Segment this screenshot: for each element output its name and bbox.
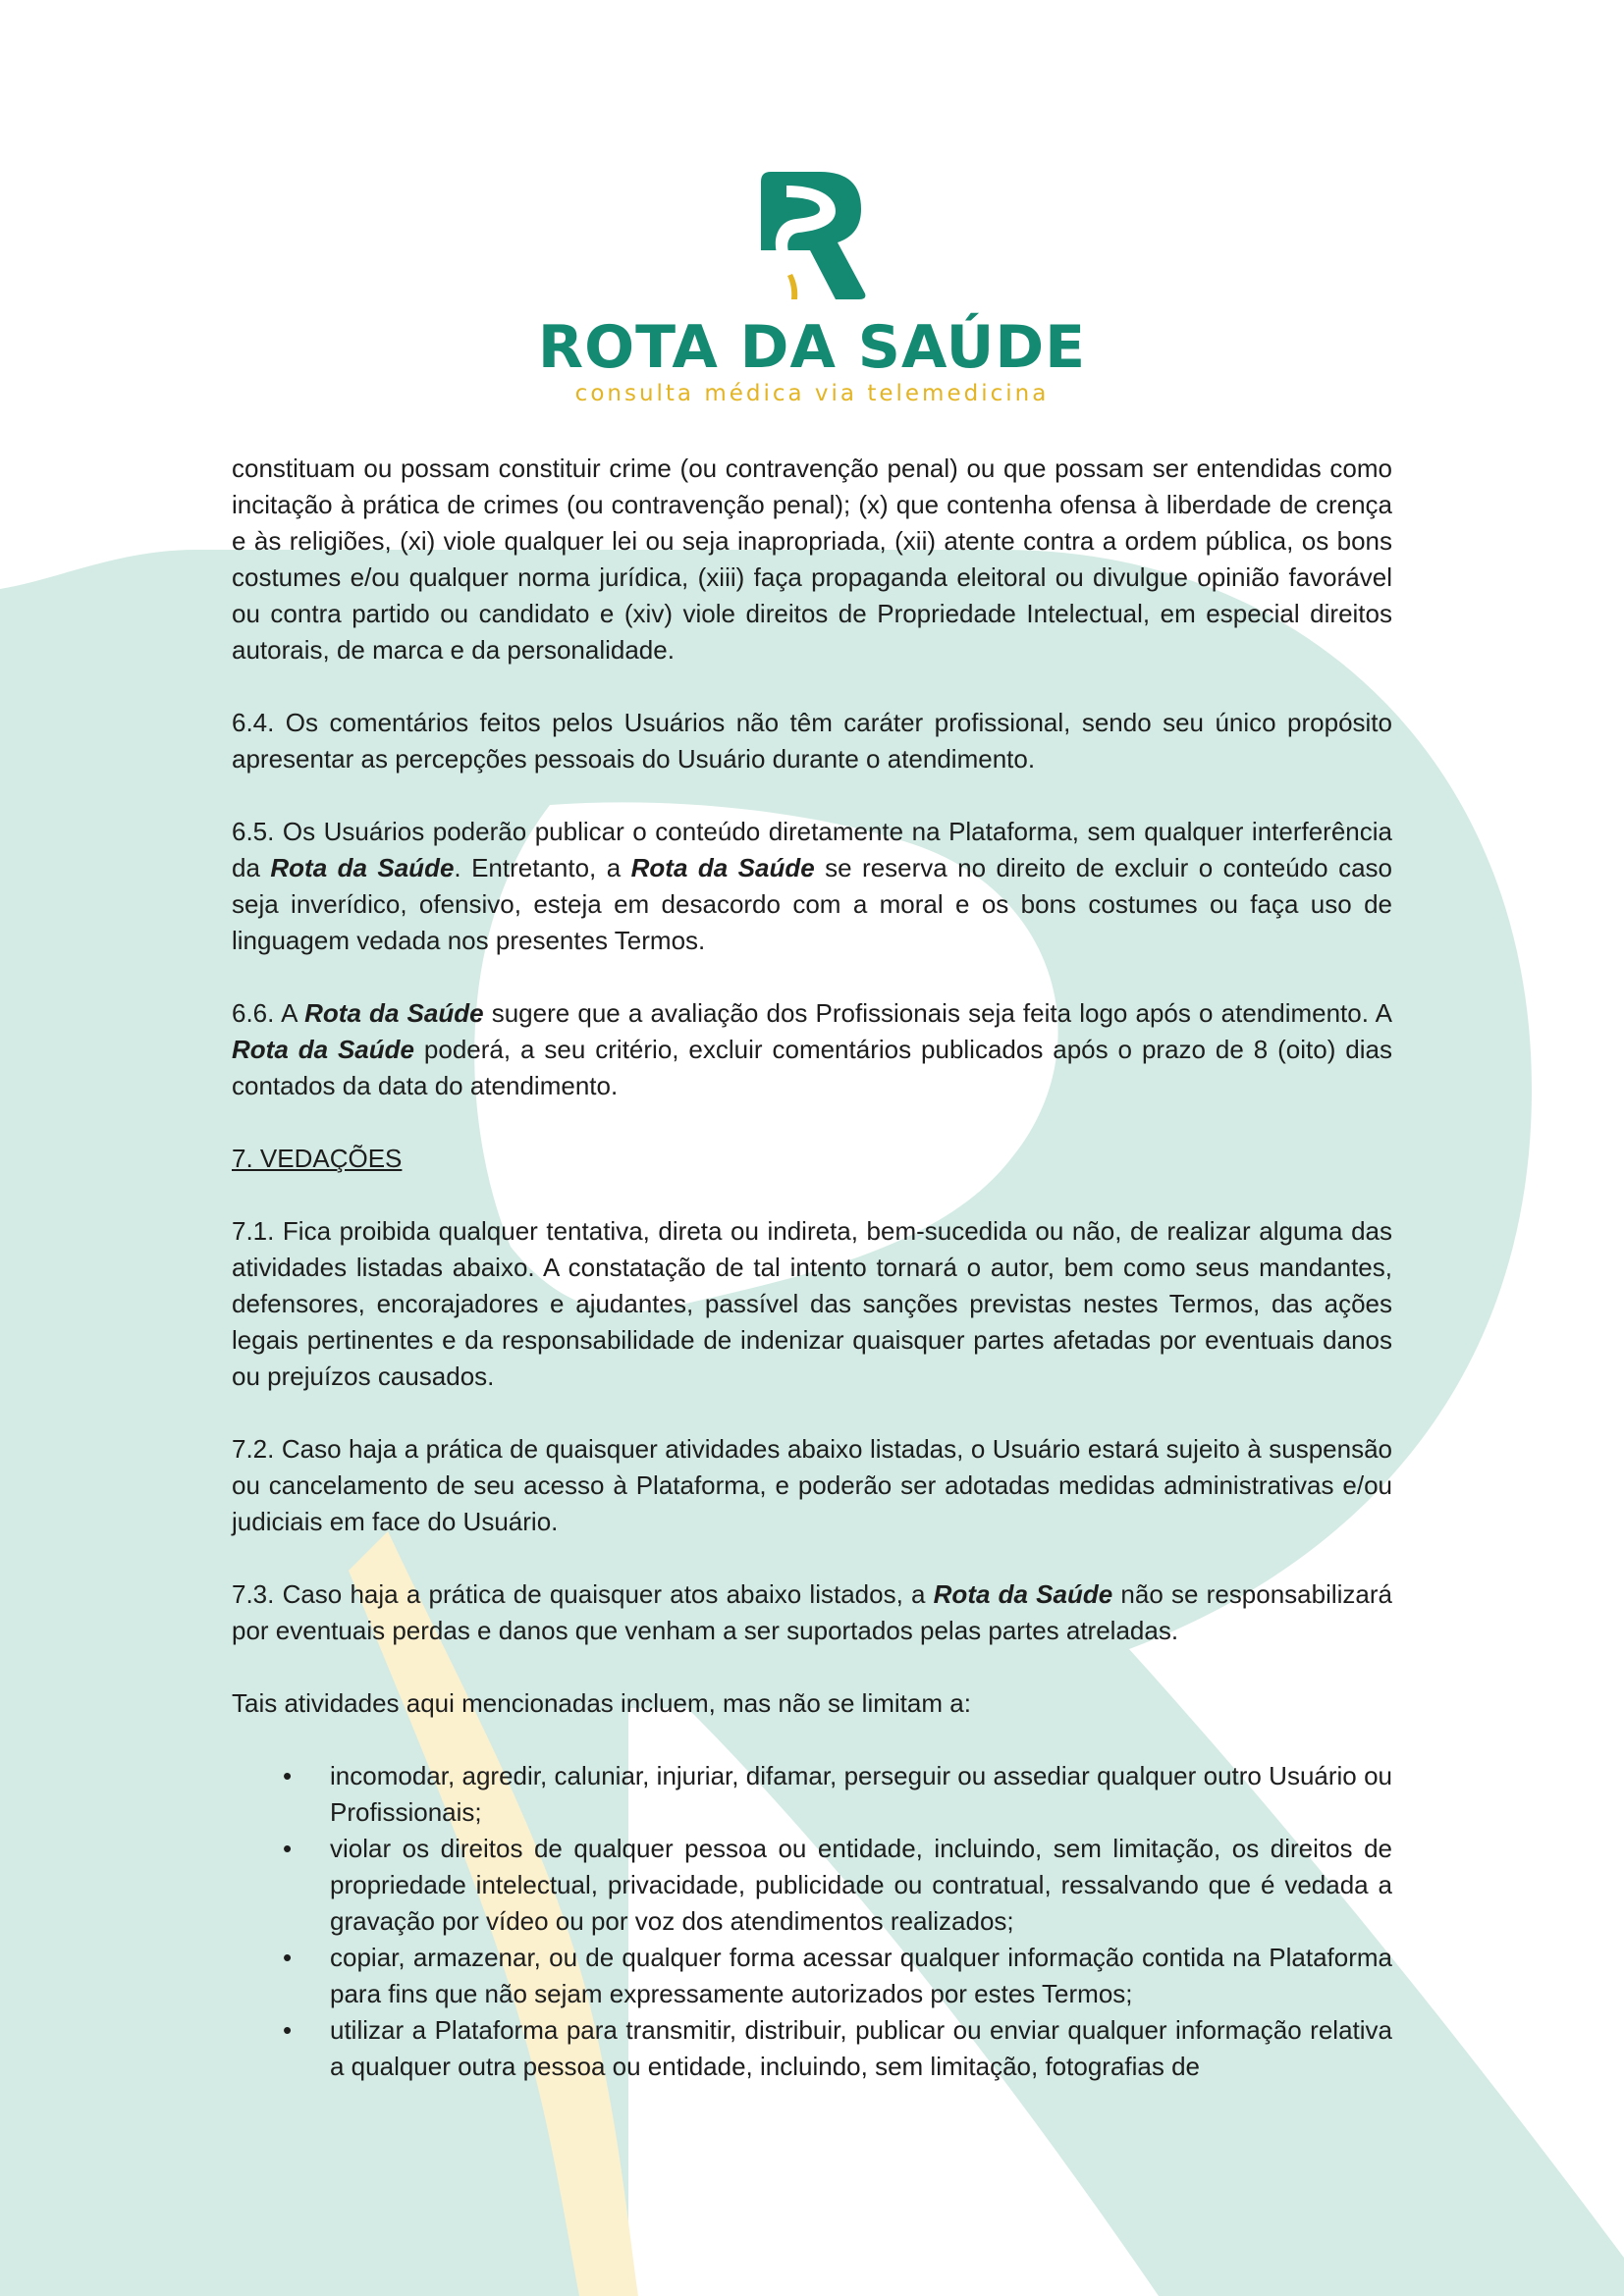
list-item <box>232 1831 1392 1940</box>
brand-mention: Rota da Saúde <box>232 1035 414 1064</box>
paragraph-7-3-text: 7.3. Caso haja a prática de quaisquer atos abaixo listados, a <box>232 1579 934 1609</box>
list-item <box>232 1758 1392 1831</box>
list-item-text: incomodar, agredir, caluniar, injuriar, difamar, perseguir ou assediar qualquer outro Usuário ou Profissionais; <box>330 1761 1392 1827</box>
logo-tagline: consulta médica via telemedicina <box>574 381 1050 406</box>
document-body <box>232 451 1392 2085</box>
paragraph-6-6-text: sugere que a avaliação dos Profissionais seja feita logo após o atendimento. A <box>483 998 1393 1028</box>
list-item-text: utilizar a Plataforma para transmitir, distribuir, publicar ou enviar qualquer informação relativa a qualquer outra pessoa ou entidade, incluindo, sem limitação, fotografias de <box>330 2015 1392 2081</box>
paragraph-7-1: 7.1. Fica proibida qualquer tentativa, direta ou indireta, bem-sucedida ou não, de realizar alguma das atividades listadas abaixo. A constatação de tal intento tornará o autor, bem como seus mandantes, defensores, encorajadores e ajudantes, passível das sanções previstas nestes Termos, das ações legais pertinentes e da responsabilidade de indenizar quaisquer partes afetadas por eventuais danos ou prejuízos causados. <box>232 1216 1392 1391</box>
paragraph-7-2: 7.2. Caso haja a prática de quaisquer atividades abaixo listadas, o Usuário estará sujeito à suspensão ou cancelamento de seu acesso à Plataforma, e poderão ser adotadas medidas administrativas e/ou judiciais em face do Usuário. <box>232 1434 1392 1536</box>
paragraph-intro: constituam ou possam constituir crime (ou contravenção penal) ou que possam ser entendidas como incitação à prática de crimes (ou contravenção penal); (x) que contenha ofensa à liberdade de crença e às religiões, (xi) viole qualquer lei ou seja inapropriada, (xii) atente contra a ordem pública, os bons costumes e/ou qualquer norma jurídica, (xiii) faça propaganda eleitoral ou divulgue opinião favorável ou contra partido ou candidato e (xiv) viole direitos de Propriedade Intelectual, em especial direitos autorais, de marca e da personalidade. <box>232 454 1392 665</box>
paragraph-list-intro: Tais atividades aqui mencionadas incluem, mas não se limitam a: <box>232 1688 971 1718</box>
brand-mention: Rota da Saúde <box>270 853 455 882</box>
bullet-icon: • <box>283 1834 293 1863</box>
prohibited-activities-list <box>232 1758 1392 2085</box>
paragraph-7-3-text: não se responsabilizará por eventuais perdas e danos que venham a ser suportados pelas partes atreladas. <box>232 1579 1392 1645</box>
list-item-text: copiar, armazenar, ou de qualquer forma acessar qualquer informação contida na Plataforma para fins que não sejam expressamente autorizados por estes Termos; <box>330 1943 1392 2008</box>
logo-r-road-icon <box>753 172 871 299</box>
logo-brand-name: ROTA DA SAÚDE <box>537 313 1087 382</box>
bullet-icon: • <box>283 1761 293 1790</box>
paragraph-6-5 <box>232 814 1392 959</box>
paragraph-6-5-text: . Entretanto, a <box>454 853 631 882</box>
paragraph-7-3 <box>232 1576 1392 1649</box>
list-item <box>232 1940 1392 2012</box>
brand-mention: Rota da Saúde <box>933 1579 1113 1609</box>
paragraph-6-5-text: 6.5. Os Usuários poderão publicar o conteúdo diretamente na Plataforma, sem qualquer interferência da <box>232 817 1392 882</box>
section-7-heading: 7. VEDAÇÕES <box>232 1144 403 1173</box>
brand-mention: Rota da Saúde <box>304 998 484 1028</box>
list-item <box>232 2012 1392 2085</box>
paragraph-6-6 <box>232 995 1392 1104</box>
list-item-text: violar os direitos de qualquer pessoa ou entidade, incluindo, sem limitação, os direitos de propriedade intelectual, privacidade, publicidade ou contratual, ressalvando que é vedada a gravação por vídeo ou por voz dos atendimentos realizados; <box>330 1834 1392 1936</box>
paragraph-6-6-text: 6.6. A <box>232 998 305 1028</box>
bullet-icon: • <box>283 2015 293 2045</box>
paragraph-6-4: 6.4. Os comentários feitos pelos Usuários não têm caráter profissional, sendo seu único propósito apresentar as percepções pessoais do Usuário durante o atendimento. <box>232 708 1392 774</box>
bullet-icon: • <box>283 1943 293 1972</box>
company-logo <box>0 172 1624 407</box>
paragraph-6-6-text: poderá, a seu critério, excluir comentários publicados após o prazo de 8 (oito) dias contados da data do atendimento. <box>232 1035 1392 1100</box>
paragraph-6-5-text: se reserva no direito de excluir o conteúdo caso seja inverídico, ofensivo, esteja em desacordo com a moral e os bons costumes ou faça uso de linguagem vedada nos presentes Termos. <box>232 853 1392 955</box>
brand-mention: Rota da Saúde <box>630 853 815 882</box>
